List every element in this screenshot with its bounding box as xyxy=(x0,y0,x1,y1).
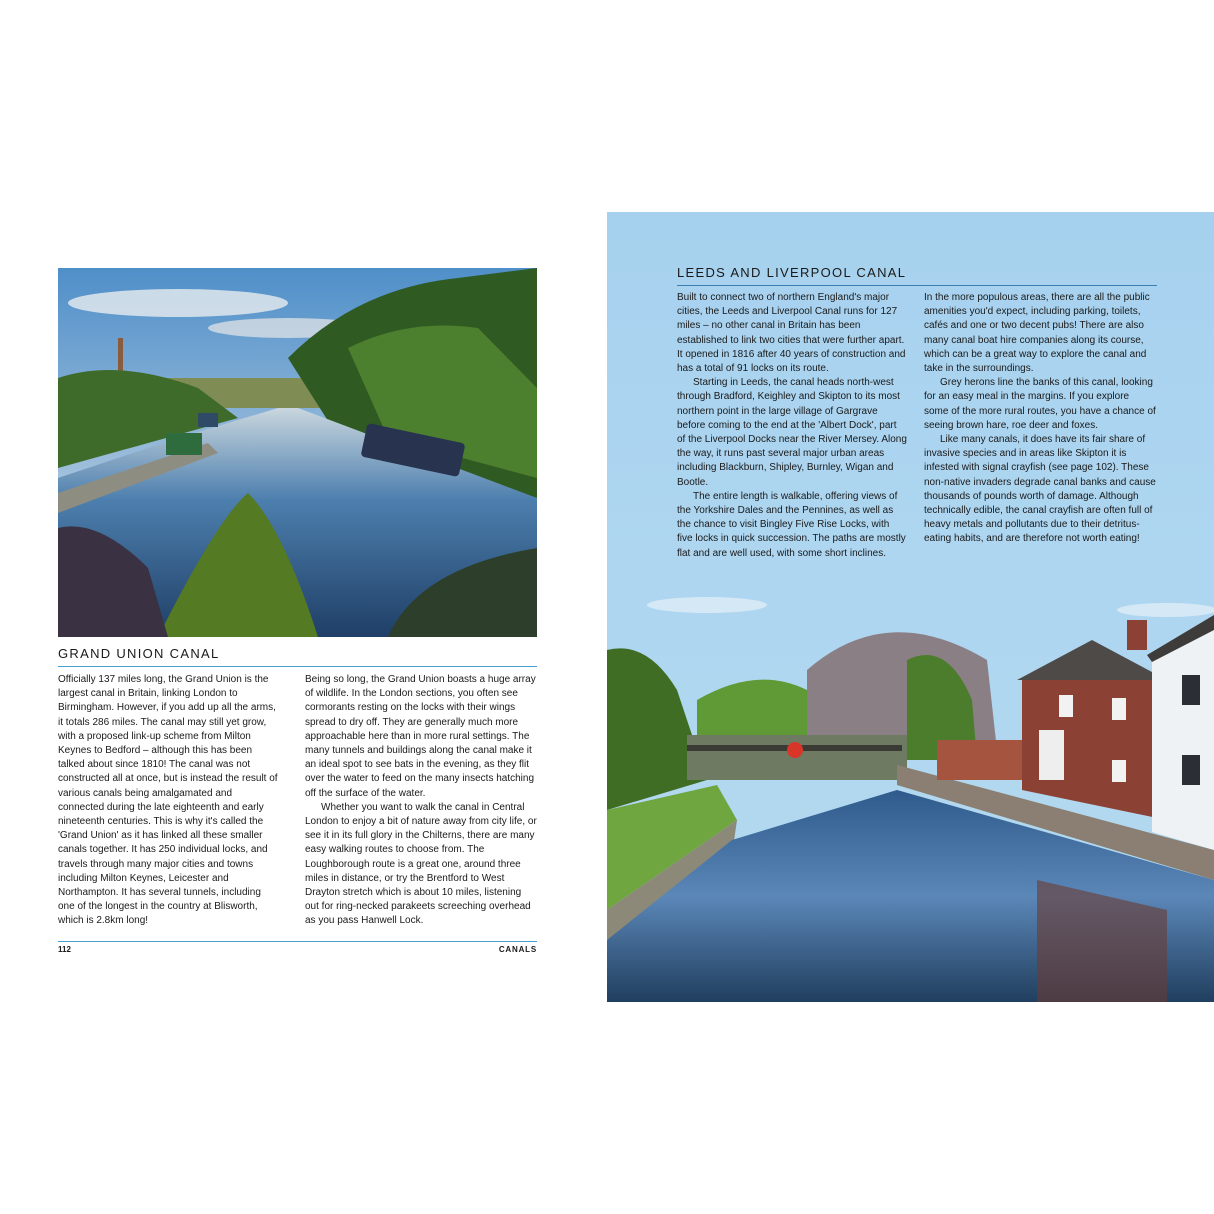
leeds-liverpool-page xyxy=(607,212,1214,1002)
grand-union-canal-photo xyxy=(58,268,537,637)
grand-union-text-column-2 xyxy=(305,673,537,929)
paragraph: Grey herons line the banks of this canal, looking for an easy meal in the margins. If you explore some of the more rural routes, you have a chance of seeing brown hare, roe deer and foxes. xyxy=(924,377,1156,431)
leeds-liverpool-canal-photo xyxy=(607,580,1214,1002)
paragraph: Built to connect two of northern England's major cities, the Leeds and Liverpool Canal runs for 127 miles – no other canal in Britain has been established to link two cities that were further apart. It opened in 1816 after 40 years of construction and has a total of 91 locks on its route. xyxy=(677,292,906,375)
paragraph: Like many canals, it does have its fair share of invasive species and in areas like Skipton it is infested with signal crayfish (see page 102). These non-native invaders degrade canal banks and cause thousands of pounds worth of damage. Although technically edible, the canal crayfish are often full of heavy metals and pollutants due to their detritus-eating habits, and are therefore not worth eating! xyxy=(924,434,1156,545)
footer-rule xyxy=(58,941,537,942)
paragraph: Whether you want to walk the canal in Central London to enjoy a bit of nature away from city life, or see it in its full glory in the Chilterns, there are many easy walking routes to choose from. The Loughborough route is a great one, around three miles in distance, or try the Brentford to West Drayton stretch which is about 10 miles, listening out for ring-necked parakeets screeching overhead as you pass Hanwell Lock. xyxy=(305,801,537,927)
leeds-liverpool-text-column-1 xyxy=(677,291,907,561)
grand-union-text-column-1 xyxy=(58,673,280,929)
leeds-liverpool-heading: LEEDS AND LIVERPOOL CANAL xyxy=(677,265,907,280)
paragraph: Being so long, the Grand Union boasts a huge array of wildlife. In the London sections, you often see cormorants resting on the locks with their wings spread to dry off. They are generally much more approachable here than in more rural settings. The many tunnels and buildings along the canal make it an ideal spot to see bats in the evening, as they flit over the water to feed on the many insects hatching off the surface of the water. xyxy=(305,674,536,799)
paragraph: Starting in Leeds, the canal heads north-west through Bradford, Keighley and Skipton to its most northern point in the large village of Gargrave before coming to the end at the 'Albert Dock', part of the Liverpool Docks near the River Mersey. Along the way, it runs past several major urban areas including Blackburn, Shipley, Burnley, Wigan and Bootle. xyxy=(677,377,907,488)
paragraph: The entire length is walkable, offering views of the Yorkshire Dales and the Pennines, as well as the chance to visit Bingley Five Rise Locks, with five locks in quick succession. The paths are mostly flat and are well used, with some short inclines. xyxy=(677,490,906,559)
running-head: CANALS xyxy=(498,945,537,954)
leeds-liverpool-text-column-2 xyxy=(924,291,1156,547)
paragraph: Officially 137 miles long, the Grand Union is the largest canal in Britain, linking London to Birmingham. However, if you add up all the arms, it totals 286 miles. The canal may still yet grow, with a proposed link-up scheme from Milton Keynes to Bedford – although this has been talked about since 1810! The canal was not constructed all at once, but is instead the result of various canals being amalgamated and connected during the late eighteenth and early nineteenth centuries. This is why it's called the 'Grand Union' as it has linked all these smaller canals together. It has 250 individual locks, and travels through many major cities and towns including Milton Keynes, Leicester and Northampton. It has several tunnels, including one of the longest in the country at Blisworth, which is 2.8km long! xyxy=(58,674,278,927)
grand-union-heading: GRAND UNION CANAL xyxy=(58,646,220,661)
heading-rule xyxy=(677,285,1157,286)
paragraph: In the more populous areas, there are all the public amenities you'd expect, including parking, toilets, cafés and one or two decent pubs! There are also many canal boat hire companies along its course, which can be a great way to explore the canal and take in the surroundings. xyxy=(924,292,1150,375)
heading-rule xyxy=(58,666,537,667)
page-number: 112 xyxy=(58,945,71,954)
